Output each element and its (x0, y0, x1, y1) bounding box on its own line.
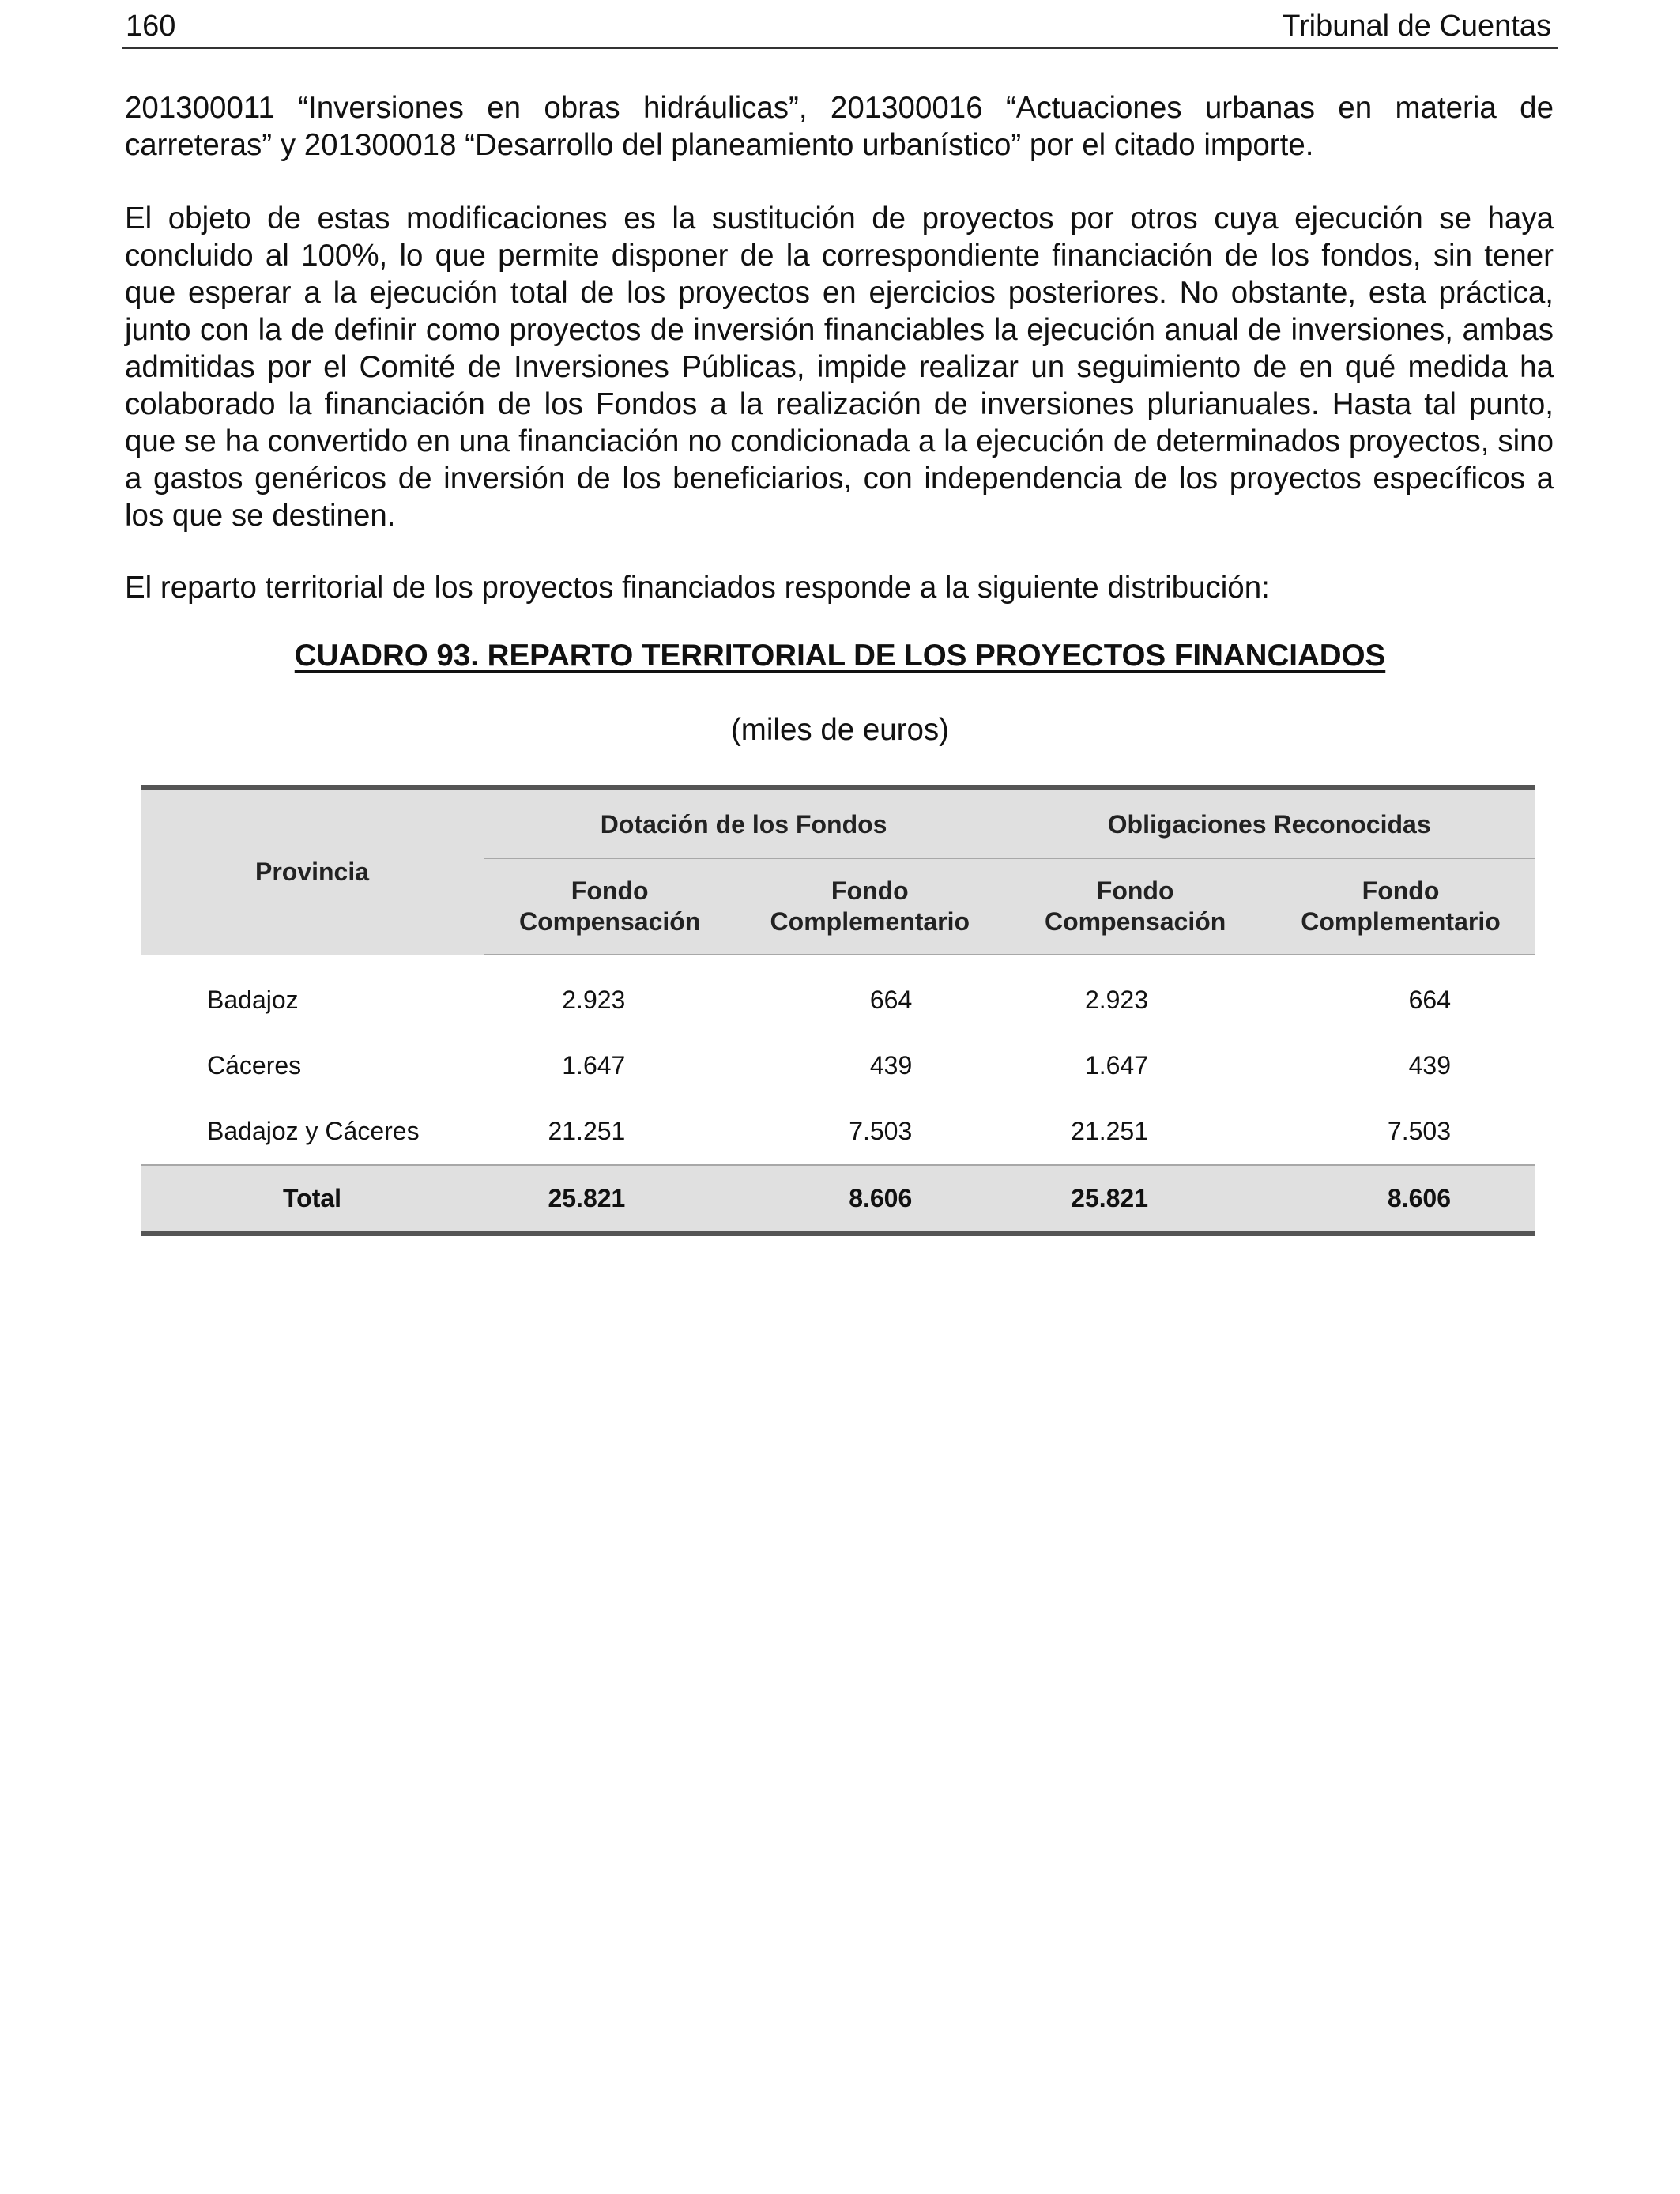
paragraph-continuation: 201300011 “Inversiones en obras hidráulicas”, 201300016 “Actuaciones urbanas en materia de carreteras” y 201300018 “Desarrollo del planeamiento urbanístico” por el citado importe. (125, 91, 1554, 162)
header-line: Fondo (831, 876, 909, 905)
cell-obligaciones-complementario: 439 (1408, 1051, 1451, 1080)
cell-dotacion-compensacion: 21.251 (548, 1117, 626, 1145)
page-header (122, 6, 1558, 49)
cell-provincia: Badajoz (207, 985, 299, 1014)
paragraph-distribution-intro: El reparto territorial de los proyectos financiados responde a la siguiente distribución: (125, 571, 1270, 605)
table-units: (miles de euros) (730, 713, 949, 747)
table-row (141, 1099, 1535, 1165)
cell-dotacion-complementario: 439 (869, 1051, 913, 1080)
table-row (141, 955, 1535, 1034)
header-dotacion-fondo-complementario (736, 859, 1004, 955)
cell-obligaciones-compensacion: 1.647 (1084, 1051, 1149, 1080)
header-obligaciones-fondo-complementario (1267, 859, 1535, 955)
cell-obligaciones-complementario: 664 (1408, 986, 1451, 1014)
header-provincia: Provincia (141, 788, 484, 955)
cell-obligaciones-compensacion: 21.251 (1071, 1117, 1149, 1145)
cell-total-dotacion-compensacion: 25.821 (484, 1165, 736, 1234)
cell-dotacion-compensacion: 1.647 (562, 1051, 626, 1080)
table-title-text: CUADRO 93. REPARTO TERRITORIAL DE LOS PROYECTOS FINANCIADOS (294, 639, 1386, 673)
header-dotacion-fondo-compensacion (484, 859, 736, 955)
header-line: Complementario (1301, 907, 1501, 936)
cell-obligaciones-complementario: 7.503 (1387, 1117, 1451, 1145)
header-obligaciones-reconocidas: Obligaciones Reconocidas (1004, 788, 1535, 859)
header-dotacion-fondos: Dotación de los Fondos (484, 788, 1004, 859)
cell-provincia: Badajoz y Cáceres (207, 1117, 420, 1145)
cell-dotacion-compensacion: 2.923 (562, 986, 626, 1014)
cell-obligaciones-compensacion: 2.923 (1084, 986, 1149, 1014)
table-row (141, 1033, 1535, 1099)
table-header-row-groups (141, 788, 1535, 859)
cell-total-label: Total (141, 1165, 484, 1234)
header-obligaciones-fondo-compensacion (1004, 859, 1267, 955)
header-line: Complementario (770, 907, 970, 936)
running-title: Tribunal de Cuentas (1282, 9, 1551, 43)
header-line: Fondo (1096, 876, 1174, 905)
cell-dotacion-complementario: 664 (869, 986, 913, 1014)
page-number: 160 (126, 9, 176, 43)
header-line: Fondo (571, 876, 649, 905)
table-title (122, 639, 1558, 673)
territorial-distribution-table (141, 785, 1535, 1236)
cell-dotacion-complementario: 7.503 (849, 1117, 913, 1145)
cell-total-obligaciones-complementario: 8.606 (1267, 1165, 1535, 1234)
header-line: Compensación (1044, 907, 1226, 936)
table-total-row (141, 1165, 1535, 1234)
cell-total-dotacion-complementario: 8.606 (736, 1165, 1004, 1234)
header-line: Fondo (1362, 876, 1440, 905)
cell-provincia: Cáceres (207, 1051, 302, 1080)
paragraph-modifications: El objeto de estas modificaciones es la sustitución de proyectos por otros cuya ejecución se haya concluido al 100%, lo que permite disponer de la correspondiente financiación de los fondos, sin tener que esperar a la ejecución total de los proyectos en ejercicios posteriores. No obstante, esta práctica, junto con la de definir como proyectos de inversión financiables la ejecución anual de inversiones, ambas admitidas por el Comité de Inversiones Públicas, impide realizar un seguimiento de en qué medida ha colaborado la financiación de los Fondos a la realización de inversiones plurianuales. Hasta tal punto, que se ha convertido en una financiación no condicionada a la ejecución de determinados proyectos, sino a gastos genéricos de inversión de los beneficiarios, con independencia de los proyectos específicos a los que se destinen. (125, 202, 1554, 533)
header-line: Compensación (518, 907, 701, 936)
cell-total-obligaciones-compensacion: 25.821 (1004, 1165, 1267, 1234)
